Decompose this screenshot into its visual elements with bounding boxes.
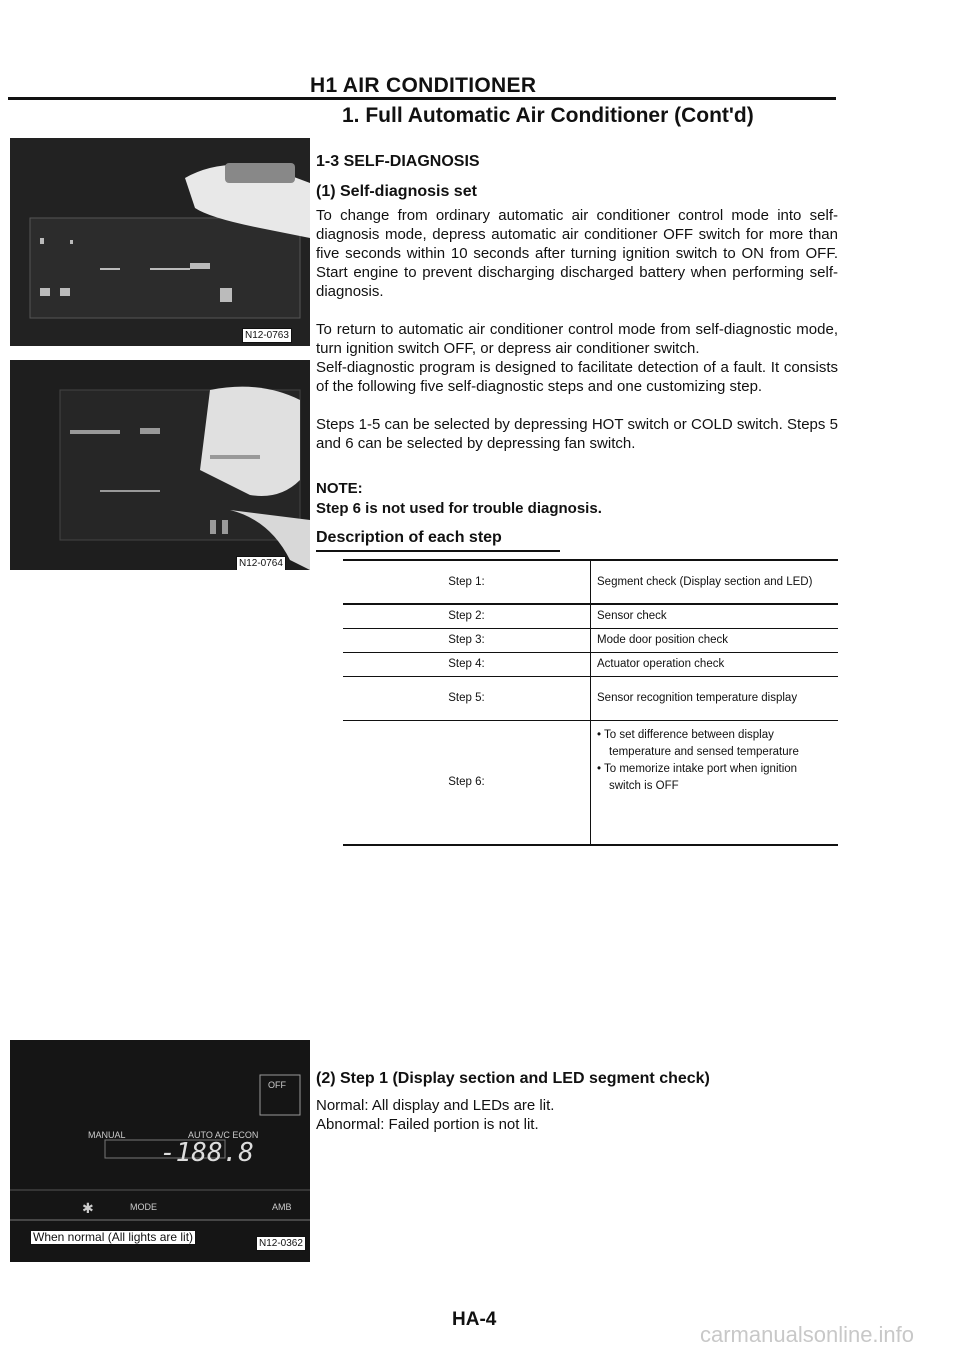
table-row	[343, 629, 838, 653]
control-panel-photo	[10, 138, 310, 346]
table-row	[343, 721, 838, 845]
step-cell: Step 3:	[343, 629, 591, 653]
figure-hot-cold-switch-photo	[10, 360, 310, 570]
step1-heading: (2) Step 1 (Display section and LED segment check)	[316, 1070, 710, 1087]
description-heading: Description of each step	[316, 529, 502, 546]
step-description	[591, 721, 839, 845]
paragraph-return-mode: To return to automatic air conditioner control mode from self-diagnostic mode, turn ignition switch OFF, or depress air conditioner switch.	[316, 321, 838, 357]
note-label: NOTE:	[316, 480, 363, 497]
note-text: Step 6 is not used for trouble diagnosis.	[316, 500, 602, 517]
watermark: carmanualsonline.info	[700, 1322, 915, 1347]
self-diagnosis-heading: 1-3 SELF-DIAGNOSIS	[316, 153, 480, 170]
paragraph-program: Self-diagnostic program is designed to facilitate detection of a fault. It consists of the following five self-diagnostic steps and one customizing step.	[316, 359, 838, 395]
paragraph-enter-mode: To change from ordinary automatic air conditioner control mode into self-diagnosis mode, depress automatic air conditioner OFF switch for more than five seconds within 10 seconds after turning ignition switch to ON from OFF. Start engine to prevent discharging discharged battery when performing self-diagnosis.	[316, 207, 838, 300]
step-description: Sensor check	[597, 610, 667, 622]
off-label: OFF	[268, 1080, 286, 1090]
figure-self-diagnosis-set-photo	[10, 138, 310, 346]
step-description: Segment check (Display section and LED)	[597, 575, 813, 588]
table-row	[343, 560, 838, 604]
table-row	[343, 677, 838, 721]
figure-3-label: N12-0362	[256, 1236, 306, 1251]
control-panel-photo-2	[10, 360, 310, 570]
step-cell: Step 4:	[343, 653, 591, 677]
auto-label: AUTO A/C ECON	[188, 1130, 259, 1140]
figure-2-label: N12-0764	[236, 556, 286, 570]
self-diagnosis-set-heading: (1) Self-diagnosis set	[316, 183, 477, 200]
step-description: Actuator operation check	[597, 658, 725, 670]
step-cell: Step 6:	[343, 721, 591, 845]
paragraph-step-selection: Steps 1-5 can be selected by depressing HOT switch or COLD switch. Steps 5 and 6 can be selected by depressing fan switch.	[316, 416, 838, 452]
figure-3-caption: When normal (All lights are lit)	[30, 1230, 196, 1245]
step-cell: Step 1:	[343, 560, 591, 604]
step-cell: Step 2:	[343, 604, 591, 629]
page-number: HA-4	[452, 1309, 497, 1330]
table-row	[343, 653, 838, 677]
lcd-readout: -188.8	[160, 1138, 254, 1168]
description-rule	[316, 550, 560, 552]
abnormal-condition: Abnormal: Failed portion is not lit.	[316, 1116, 539, 1133]
section-title: H1 AIR CONDITIONER	[310, 74, 537, 97]
mode-label: MODE	[130, 1202, 157, 1212]
step-description: Mode door position check	[597, 634, 729, 646]
figure-display-check-photo	[10, 1040, 310, 1262]
page-subtitle: 1. Full Automatic Air Conditioner (Cont'd)	[342, 104, 754, 127]
steps-table	[343, 559, 838, 846]
step-cell: Step 5:	[343, 677, 591, 721]
step-bullet: • To set difference between display temperature and sensed temperature	[597, 729, 799, 758]
normal-condition: Normal: All display and LEDs are lit.	[316, 1097, 555, 1114]
table-row	[343, 604, 838, 629]
amb-label: AMB	[272, 1202, 292, 1212]
fan-icon: ✱	[82, 1200, 94, 1216]
header-rule	[8, 97, 836, 100]
step-description: Sensor recognition temperature display	[597, 692, 798, 704]
figure-1-label: N12-0763	[242, 328, 292, 343]
step-bullet: • To memorize intake port when ignition switch is OFF	[597, 763, 798, 792]
manual-label: MANUAL	[88, 1130, 126, 1140]
